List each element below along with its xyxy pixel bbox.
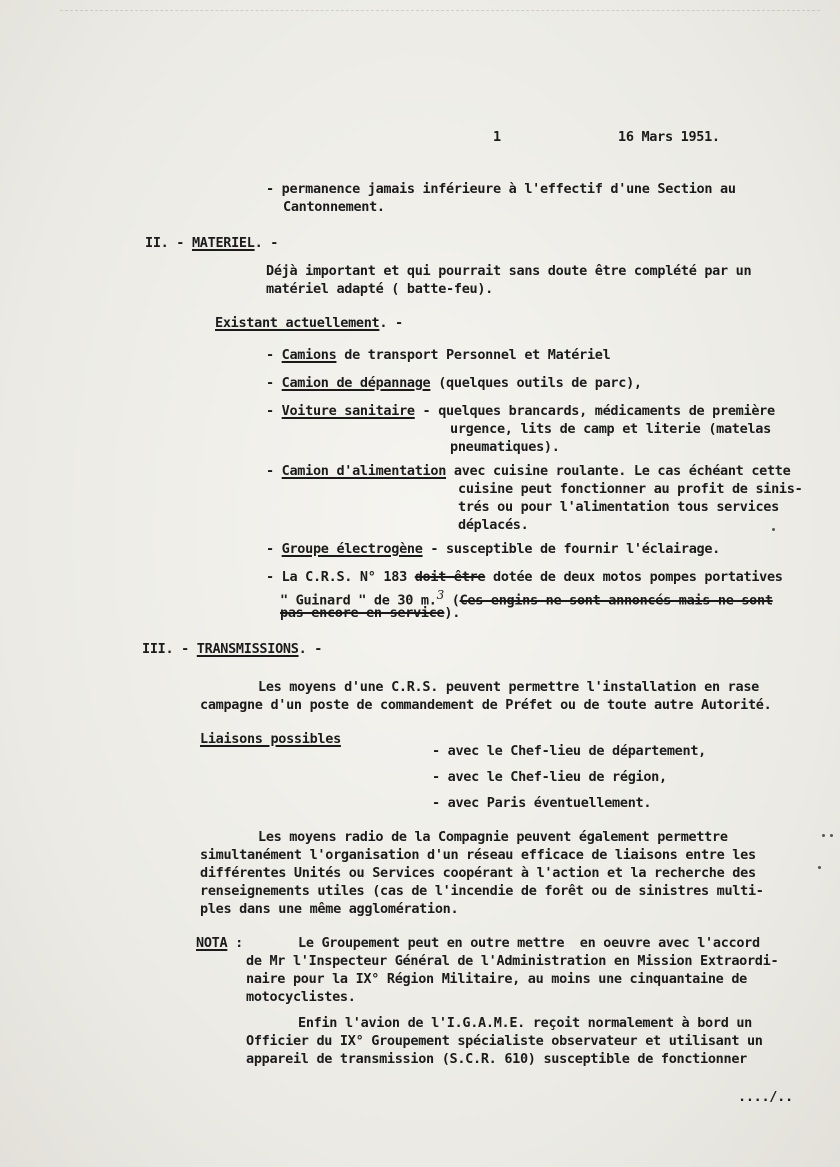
item-continuation: déplacés. — [458, 517, 529, 533]
section-heading-materiel — [145, 234, 278, 252]
struck-text: pas encore en service — [280, 605, 445, 621]
page-number: 1 — [493, 129, 501, 145]
item-text: avec cuisine roulante. Le cas échéant cette — [446, 463, 791, 479]
liaisons-heading: Liaisons possibles — [200, 731, 341, 747]
item-dash: - — [266, 541, 282, 557]
item-continuation: urgence, lits de camp et literie (matelas — [450, 421, 771, 437]
item-label: Voiture sanitaire — [281, 403, 415, 419]
list-item — [266, 540, 720, 558]
nota-line: de Mr l'Inspecteur Général de l'Administration en Mission Extraordi- — [246, 953, 779, 969]
existant-heading — [215, 314, 403, 332]
radio-para-line: ples dans une même agglomération. — [200, 901, 459, 917]
crs-text: - La C.R.S. N° 183 — [266, 569, 415, 585]
continuation-mark: ..../.. — [738, 1089, 793, 1105]
radio-para-line: différentes Unités ou Services coopérant à l'action et la recherche des — [200, 865, 756, 881]
radio-para-line: renseignements utiles (cas de l'incendie de forêt ou de sinistres multi- — [200, 883, 764, 899]
scan-edge — [60, 0, 820, 11]
liaison-item: - avec le Chef-lieu de département, — [432, 743, 706, 759]
handwritten-superscript: 3 — [436, 588, 444, 602]
item-dash: - — [266, 375, 282, 391]
section-title-suffix: . - — [298, 641, 323, 657]
crs-text: " Guinard " de 30 m. — [280, 592, 437, 609]
section-title-suffix: . - — [254, 235, 279, 251]
materiel-para-line-2: matériel adapté ( batte-feu). — [266, 281, 494, 297]
nota-line: motocyclistes. — [246, 989, 356, 1005]
list-item — [266, 462, 790, 480]
struck-text: doit être — [414, 569, 486, 585]
list-item — [266, 402, 775, 420]
item-label: Groupe électrogène — [281, 541, 423, 557]
crs-entry-line-1 — [266, 568, 783, 586]
scan-speck — [818, 866, 821, 869]
section-title: MATERIEL — [191, 235, 255, 251]
item-dash: - — [266, 403, 282, 419]
item-dash: - — [266, 347, 282, 363]
transmissions-para-line-2: campagne d'un poste de commandement de Préfet ou de toute autre Autorité. — [200, 697, 772, 713]
item-continuation: cuisine peut fonctionner au profit de sinis- — [458, 481, 803, 497]
item-continuation: pneumatiques). — [450, 439, 560, 455]
intro-line-1: - permanence jamais inférieure à l'effectif d'une Section au — [266, 181, 736, 197]
list-item — [266, 346, 610, 364]
radio-para-line: simultanément l'organisation d'un réseau efficace de liaisons entre les — [200, 847, 756, 863]
intro-line-2: Cantonnement. — [283, 199, 385, 215]
item-text: - susceptible de fournir l'éclairage. — [422, 541, 721, 557]
list-item — [266, 374, 642, 392]
section-title: TRANSMISSIONS — [196, 641, 299, 657]
transmissions-para-line-1: Les moyens d'une C.R.S. peuvent permettre l'installation en rase — [258, 679, 759, 695]
item-text: (quelques outils de parc), — [430, 375, 642, 391]
item-continuation: trés ou pour l'alimentation tous services — [458, 499, 779, 515]
nota-heading — [196, 934, 243, 952]
item-label: Camion de dépannage — [281, 375, 431, 391]
item-text: de transport Personnel et Matériel — [336, 347, 611, 363]
item-label: Camion d'alimentation — [281, 463, 447, 479]
enfin-line: Officier du IX° Groupement spécialiste observateur et utilisant un — [246, 1033, 763, 1049]
scan-speck — [830, 834, 833, 837]
section-heading-transmissions — [142, 640, 322, 658]
crs-text: dotée de deux motos pompes portatives — [485, 569, 783, 585]
item-dash: - — [266, 463, 282, 479]
nota-separator: : — [227, 935, 243, 951]
liaison-item: - avec Paris éventuellement. — [432, 795, 652, 811]
existant-suffix: . - — [379, 315, 403, 331]
crs-entry-line-3 — [280, 604, 460, 622]
crs-text: ( — [443, 592, 460, 609]
existant-label: Existant actuellement — [215, 315, 380, 331]
nota-line: Le Groupement peut en outre mettre en oeuvre avec l'accord — [298, 935, 760, 951]
scan-speck — [822, 834, 825, 837]
section-numeral: III. - — [142, 641, 197, 657]
item-text: - quelques brancards, médicaments de première — [414, 403, 775, 419]
nota-line: naire pour la IX° Région Militaire, au moins une cinquantaine de — [246, 971, 747, 987]
liaison-item: - avec le Chef-lieu de région, — [432, 769, 667, 785]
page-date: 16 Mars 1951. — [618, 129, 720, 145]
nota-label: NOTA — [196, 935, 228, 951]
radio-para-line: Les moyens radio de la Compagnie peuvent également permettre — [258, 829, 728, 845]
item-label: Camions — [281, 347, 337, 363]
materiel-para-line-1: Déjà important et qui pourrait sans doute être complété par un — [266, 263, 752, 279]
section-numeral: II. - — [145, 235, 192, 251]
crs-text: ). — [444, 605, 461, 621]
struck-text: Ces engins ne sont annoncés mais ne sont — [459, 592, 773, 609]
enfin-line: appareil de transmission (S.C.R. 610) susceptible de fonctionner — [246, 1051, 747, 1067]
enfin-line: Enfin l'avion de l'I.G.A.M.E. reçoit normalement à bord un — [298, 1015, 753, 1031]
scan-speck — [772, 528, 775, 531]
